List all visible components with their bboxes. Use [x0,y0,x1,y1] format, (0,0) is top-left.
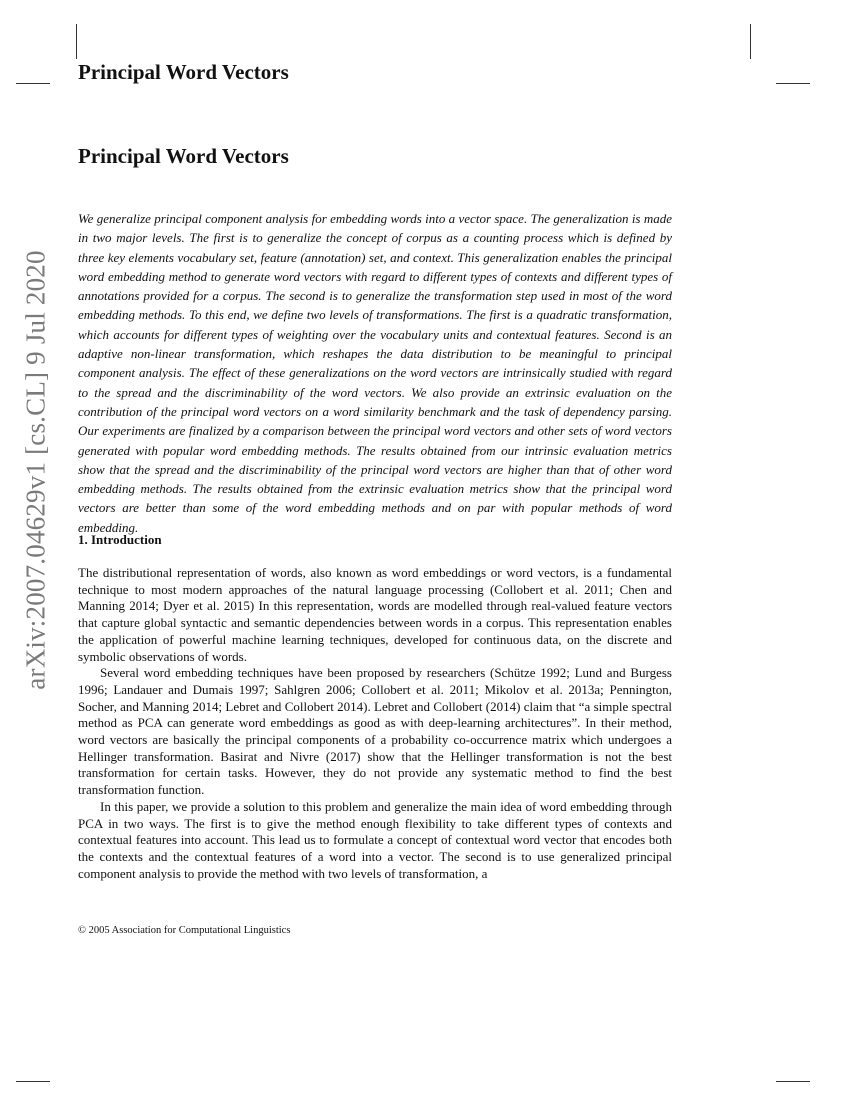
copyright-footer: © 2005 Association for Computational Linguistics [78,925,291,936]
running-header-title: Principal Word Vectors [78,60,289,84]
intro-paragraph-1: The distributional representation of words, also known as word embeddings or word vectors, is a fundamental technique to most modern approaches of the natural language processing (Collobert et al. 2011; Chen and Manning 2014; Dyer et al. 2015) In this representation, words are modelled through real-valued feature vectors that capture global syntactic and semantic dependencies between words in a corpus. This representation enables the application of powerful machine learning techniques, developed for continuous data, on the discrete and symbolic observations of words. [78,565,672,664]
crop-mark-bottom-right-horizontal [776,1081,810,1082]
crop-mark-bottom-left-horizontal [16,1081,50,1082]
intro-paragraph-3: In this paper, we provide a solution to this problem and generalize the main idea of word embedding through PCA in two ways. The first is to give the method enough flexibility to take different types of contexts and contextual features into account. This lead us to formulate a concept of contextual word vector that encodes both the contexts and the contextual features of a word into a vector. The second is to use generalized principal component analysis to provide the method with two levels of transformation, a [78,798,672,881]
introduction-body [78,565,672,882]
arxiv-identifier-stamp: arXiv:2007.04629v1 [cs.CL] 9 Jul 2020 [20,250,51,690]
paper-title: Principal Word Vectors [78,144,289,168]
crop-mark-top-right-horizontal [776,83,810,84]
abstract: We generalize principal component analysis for embedding words into a vector space. The generalization is made in two major levels. The first is to generalize the concept of corpus as a counting process which is defined by three key elements vocabulary set, feature (annotation) set, and context. This generalization enables the principal word embedding method to generate word vectors with regard to different types of contexts and different types of annotations provided for a corpus. The second is to generalize the transformation step used in most of the word embedding methods. To this end, we define two levels of transformations. The first is a quadratic transformation, which accounts for different types of weighting over the vocabulary units and contextual features. Second is an adaptive non-linear transformation, which reshapes the data distribution to be meaningful to principal component analysis. The effect of these generalizations on the word vectors are intrinsically studied with regard to the spread and the discriminability of the word vectors. We also provide an extrinsic evaluation on the contribution of the principal word vectors on a word similarity benchmark and the task of dependency parsing. Our experiments are finalized by a comparison between the principal word vectors and other sets of word vectors generated with popular word embedding methods. The results obtained from our intrinsic evaluation metrics show that the spread and the discriminability of the principal word vectors are higher than that of other word embedding methods. The results obtained from the extrinsic evaluation metrics show that the principal word vectors are better than some of the word embedding methods and on par with popular methods of word embedding. [78,211,672,535]
crop-mark-top-left-horizontal [16,83,50,84]
crop-mark-top-right-vertical [750,24,751,59]
intro-paragraph-2: Several word embedding techniques have been proposed by researchers (Schütze 1992; Lund and Burgess 1996; Landauer and Dumais 1997; Sahlgren 2006; Collobert et al. 2011; Mikolov et al. 2013a; Pennington, Socher, and Manning 2014; Lebret and Collobert 2014). Lebret and Collobert (2014) claim that “a simple spectral method as PCA can generate word embeddings as good as with deep-learning architectures”. In their method, word vectors are basically the principal components of a probability co-occurrence matrix which undergoes a Hellinger transformation. Basirat and Nivre (2017) show that the Hellinger transformation is not the best transformation for certain tasks. However, they do not provide any systematic method to find the best transformation function. [78,665,672,798]
section-heading-introduction: 1. Introduction [78,532,162,547]
crop-mark-top-left-vertical [76,24,77,59]
